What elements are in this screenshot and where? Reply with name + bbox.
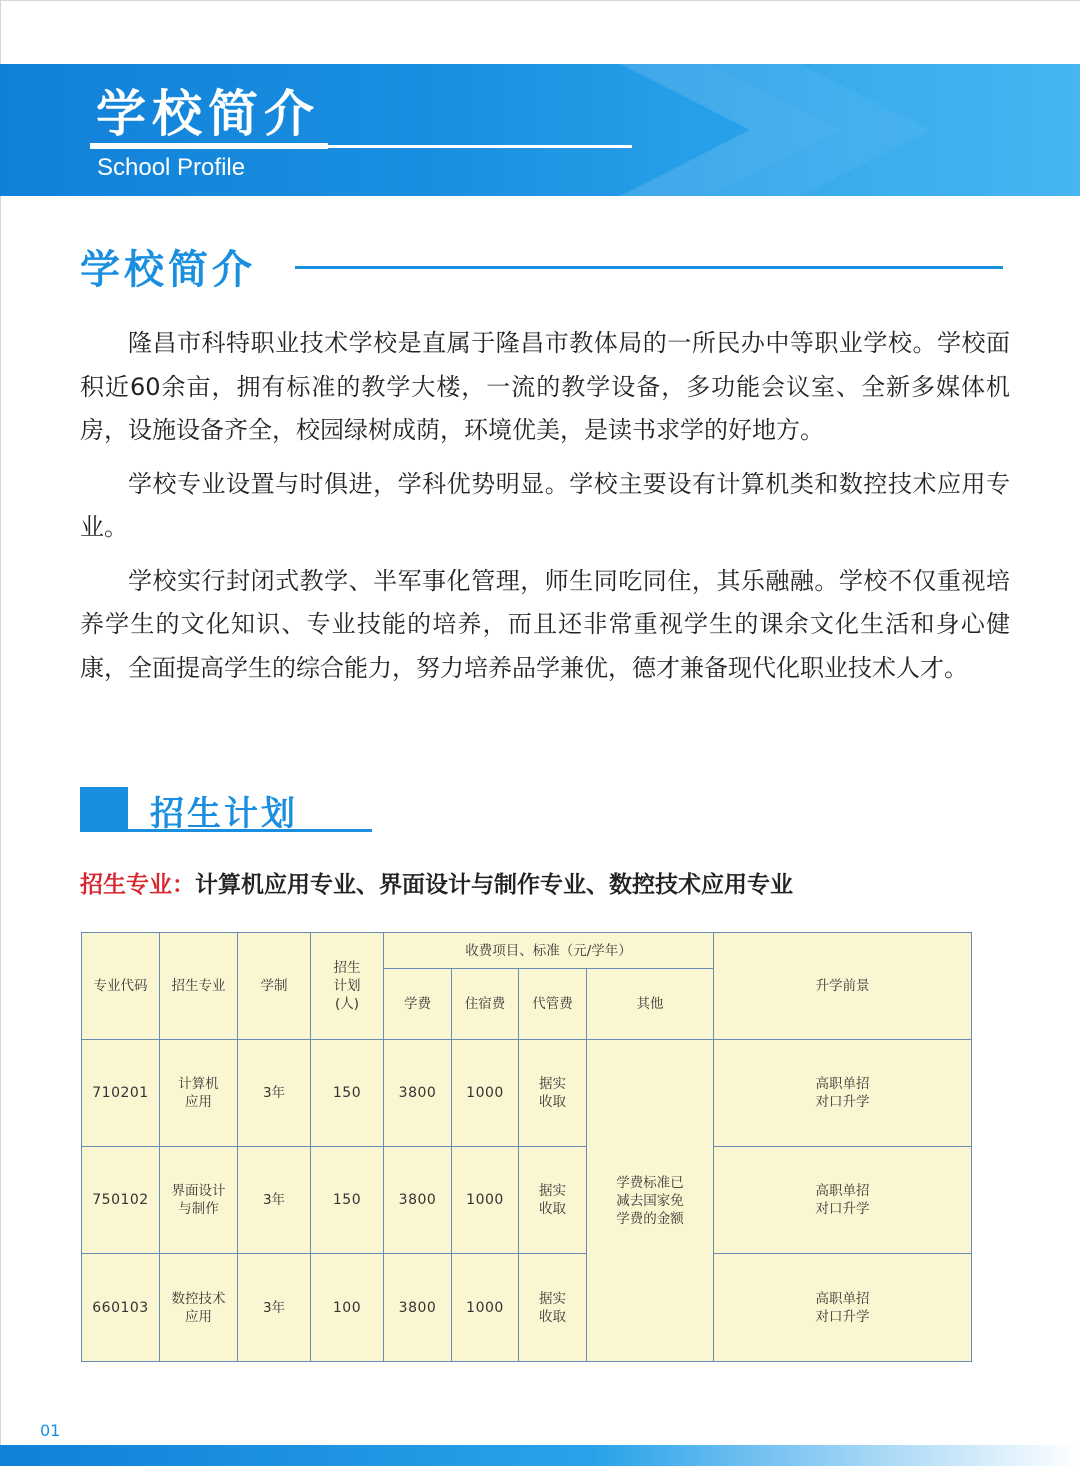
cell-duration: 3年	[238, 1040, 311, 1147]
banner-title: 学校简介	[96, 85, 320, 143]
table-row	[82, 1040, 972, 1147]
section-title-plan: 招生计划	[150, 794, 298, 834]
cell-quota: 100	[311, 1254, 384, 1362]
table-row	[82, 1147, 972, 1254]
cell-tuition: 3800	[384, 1040, 452, 1147]
header-tuition: 学费	[384, 969, 452, 1040]
section-rule	[295, 266, 1003, 269]
cell-quota: 150	[311, 1040, 384, 1147]
cell-custody: 据实收取	[519, 1147, 587, 1254]
cell-tuition: 3800	[384, 1147, 452, 1254]
header-major: 招生专业	[160, 933, 238, 1040]
intro-paragraph: 学校专业设置与时俱进，学科优势明显。学校主要设有计算机类和数控技术应用专业。	[80, 469, 1010, 541]
header-prospect: 升学前景	[714, 933, 972, 1040]
header-fee-group: 收费项目、标准（元/学年）	[384, 933, 714, 969]
intro-paragraph: 学校实行封闭式教学、半军事化管理，师生同吃同住，其乐融融。学校不仅重视培养学生的文化知识、专业技能的培养，而且还非常重视学生的课余文化生活和身心健康，全面提高学生的综合能力，努力培养品学兼优，德才兼备现代化职业技术人才。	[80, 566, 1010, 682]
page-number: 01	[40, 1421, 61, 1440]
cell-duration: 3年	[238, 1254, 311, 1362]
majors-label: 招生专业：	[80, 872, 195, 898]
cell-prospect: 高职单招对口升学	[714, 1040, 972, 1147]
footer-bar	[0, 1445, 1080, 1466]
cell-prospect: 高职单招对口升学	[714, 1254, 972, 1362]
enrollment-table	[81, 932, 972, 1362]
cell-major: 界面设计与制作	[160, 1147, 238, 1254]
cell-major: 计算机应用	[160, 1040, 238, 1147]
cell-custody: 据实收取	[519, 1254, 587, 1362]
cell-custody: 据实收取	[519, 1040, 587, 1147]
chevron-decoration-icon	[560, 64, 1080, 196]
cell-lodging: 1000	[452, 1040, 519, 1147]
intro-paragraph: 隆昌市科特职业技术学校是直属于隆昌市教体局的一所民办中等职业学校。学校面积近60余亩，拥有标准的教学大楼，一流的教学设备，多功能会议室、全新多媒体机房，设施设备齐全，校园绿树成荫，环境优美，是读书求学的好地方。	[80, 329, 1010, 444]
banner-subtitle: School Profile	[97, 154, 246, 181]
section-title-intro: 学校简介	[80, 247, 256, 293]
cell-lodging: 1000	[452, 1147, 519, 1254]
header-banner	[0, 64, 1080, 196]
banner-divider-accent	[90, 143, 328, 149]
header-quota: 招生计划(人)	[311, 933, 384, 1040]
header-custody: 代管费	[519, 969, 587, 1040]
majors-text: 计算机应用专业、界面设计与制作专业、数控技术应用专业	[195, 872, 793, 898]
majors-line	[80, 866, 793, 899]
cell-prospect: 高职单招对口升学	[714, 1147, 972, 1254]
cell-other-note: 学费标准已减去国家免学费的金额	[587, 1040, 714, 1362]
plan-heading-block	[80, 787, 128, 831]
cell-lodging: 1000	[452, 1254, 519, 1362]
cell-code: 710201	[82, 1040, 160, 1147]
header-other: 其他	[587, 969, 714, 1040]
cell-quota: 150	[311, 1147, 384, 1254]
table-header-row	[82, 933, 972, 969]
intro-body	[80, 322, 1010, 700]
header-code: 专业代码	[82, 933, 160, 1040]
header-duration: 学制	[238, 933, 311, 1040]
table-row	[82, 1254, 972, 1362]
cell-code: 750102	[82, 1147, 160, 1254]
header-lodging: 住宿费	[452, 969, 519, 1040]
cell-major: 数控技术应用	[160, 1254, 238, 1362]
cell-duration: 3年	[238, 1147, 311, 1254]
cell-tuition: 3800	[384, 1254, 452, 1362]
cell-code: 660103	[82, 1254, 160, 1362]
